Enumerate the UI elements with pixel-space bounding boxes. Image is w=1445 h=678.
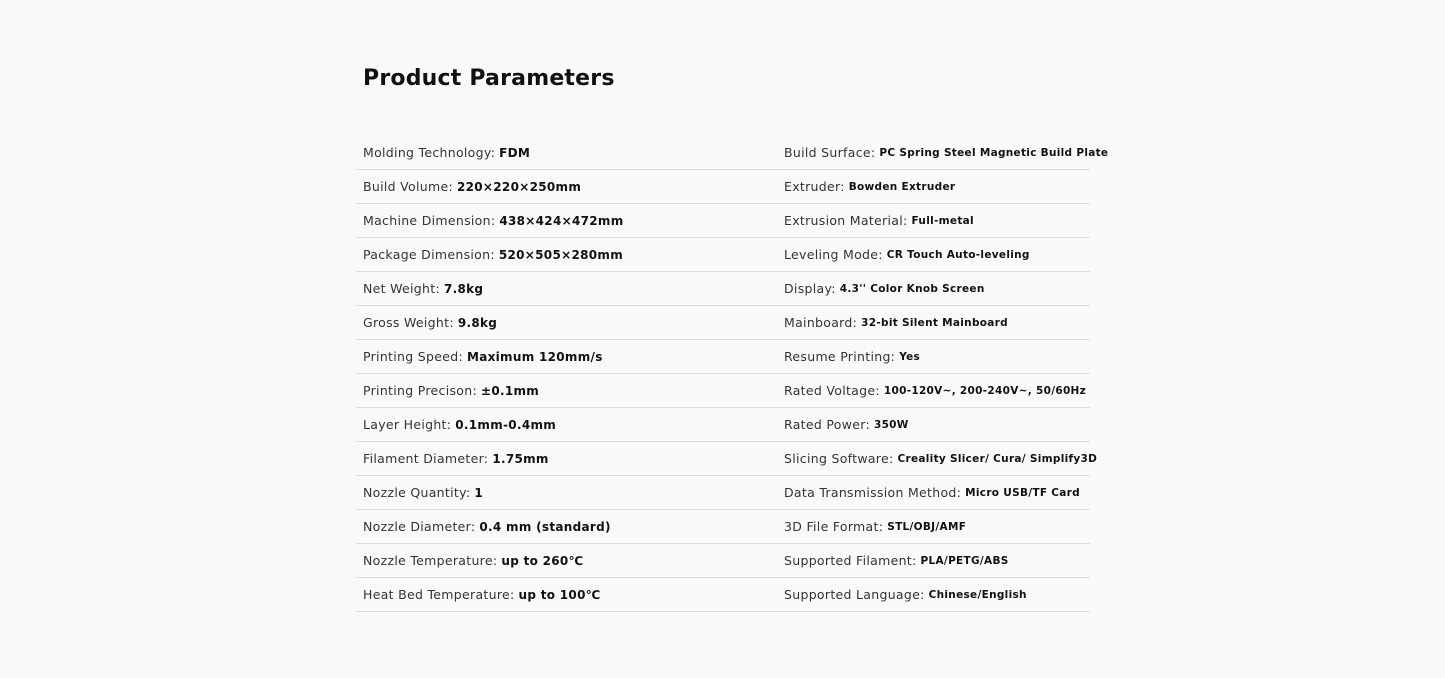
param-value: 0.1mm-0.4mm (455, 417, 557, 432)
param-row (356, 476, 777, 510)
param-value: PC Spring Steel Magnetic Build Plate (879, 146, 1109, 159)
param-value: PLA/PETG/ABS (920, 554, 1009, 567)
param-value: Yes (899, 350, 921, 363)
page-title: Product Parameters (363, 66, 615, 91)
param-label: Filament Diameter: (363, 451, 489, 466)
param-row (356, 204, 777, 238)
param-label: Mainboard: (784, 315, 858, 330)
param-label: Layer Height: (363, 417, 452, 432)
param-row (777, 476, 1090, 510)
param-row (777, 272, 1090, 306)
param-value: Creality Slicer/ Cura/ Simplify3D (897, 452, 1098, 465)
param-label: Rated Voltage: (784, 383, 880, 398)
parameters-right-column (777, 136, 1109, 612)
param-label: Nozzle Diameter: (363, 519, 476, 534)
param-row (777, 544, 1090, 578)
param-value: 520×505×280mm (498, 247, 624, 262)
param-row (777, 578, 1090, 612)
param-label: Extruder: (784, 179, 845, 194)
param-label: Machine Dimension: (363, 213, 496, 228)
parameters-left-column (356, 136, 777, 612)
param-label: Resume Printing: (784, 349, 896, 364)
param-row (777, 442, 1098, 476)
param-value: CR Touch Auto-leveling (886, 248, 1030, 261)
param-label: Data Transmission Method: (784, 485, 962, 500)
param-label: Build Volume: (363, 179, 453, 194)
param-value: Micro USB/TF Card (965, 486, 1080, 499)
param-label: Gross Weight: (363, 315, 454, 330)
param-label: Build Surface: (784, 145, 876, 160)
param-value: Full-metal (911, 214, 974, 227)
param-value: 4.3'' Color Knob Screen (839, 282, 985, 295)
param-label: Supported Filament: (784, 553, 917, 568)
param-row (356, 578, 777, 612)
param-value: 9.8kg (457, 315, 498, 330)
param-label: Extrusion Material: (784, 213, 908, 228)
param-value: 1.75mm (492, 451, 549, 466)
param-label: 3D File Format: (784, 519, 884, 534)
param-row (356, 442, 777, 476)
param-value: 0.4 mm (standard) (479, 519, 611, 534)
param-value: 7.8kg (443, 281, 484, 296)
param-row (777, 510, 1090, 544)
param-value: 350W (873, 418, 909, 431)
param-row (356, 170, 777, 204)
param-row (777, 306, 1090, 340)
param-row (777, 136, 1109, 170)
param-row (356, 340, 777, 374)
param-label: Nozzle Temperature: (363, 553, 498, 568)
param-row (356, 136, 777, 170)
param-value: 1 (474, 485, 484, 500)
param-value: 32-bit Silent Mainboard (861, 316, 1008, 329)
param-row (356, 238, 777, 272)
param-value: up to 100℃ (518, 587, 601, 602)
param-row (356, 306, 777, 340)
param-label: Supported Language: (784, 587, 925, 602)
param-value: STL/OBJ/AMF (887, 520, 967, 533)
param-row (356, 544, 777, 578)
param-row (777, 408, 1090, 442)
param-label: Molding Technology: (363, 145, 496, 160)
parameters-table (356, 136, 1109, 612)
param-row (777, 340, 1090, 374)
param-label: Display: (784, 281, 836, 296)
param-value: Maximum 120mm/s (466, 349, 603, 364)
param-row (777, 170, 1090, 204)
param-row (777, 204, 1090, 238)
param-row (777, 238, 1090, 272)
param-label: Heat Bed Temperature: (363, 587, 515, 602)
param-value: Bowden Extruder (848, 180, 956, 193)
param-label: Printing Speed: (363, 349, 463, 364)
param-label: Leveling Mode: (784, 247, 883, 262)
param-row (356, 374, 777, 408)
param-row (356, 408, 777, 442)
param-label: Package Dimension: (363, 247, 495, 262)
param-label: Net Weight: (363, 281, 440, 296)
param-value: 438×424×472mm (499, 213, 624, 228)
param-value: ±0.1mm (480, 383, 540, 398)
param-value: Chinese/English (928, 588, 1027, 601)
param-row (356, 272, 777, 306)
param-value: FDM (499, 145, 531, 160)
param-row (777, 374, 1090, 408)
param-value: 100-120V~, 200-240V~, 50/60Hz (883, 384, 1087, 397)
param-row (356, 510, 777, 544)
param-label: Nozzle Quantity: (363, 485, 471, 500)
param-label: Printing Precison: (363, 383, 477, 398)
param-label: Rated Power: (784, 417, 870, 432)
param-value: up to 260℃ (501, 553, 584, 568)
param-value: 220×220×250mm (456, 179, 582, 194)
param-label: Slicing Software: (784, 451, 894, 466)
